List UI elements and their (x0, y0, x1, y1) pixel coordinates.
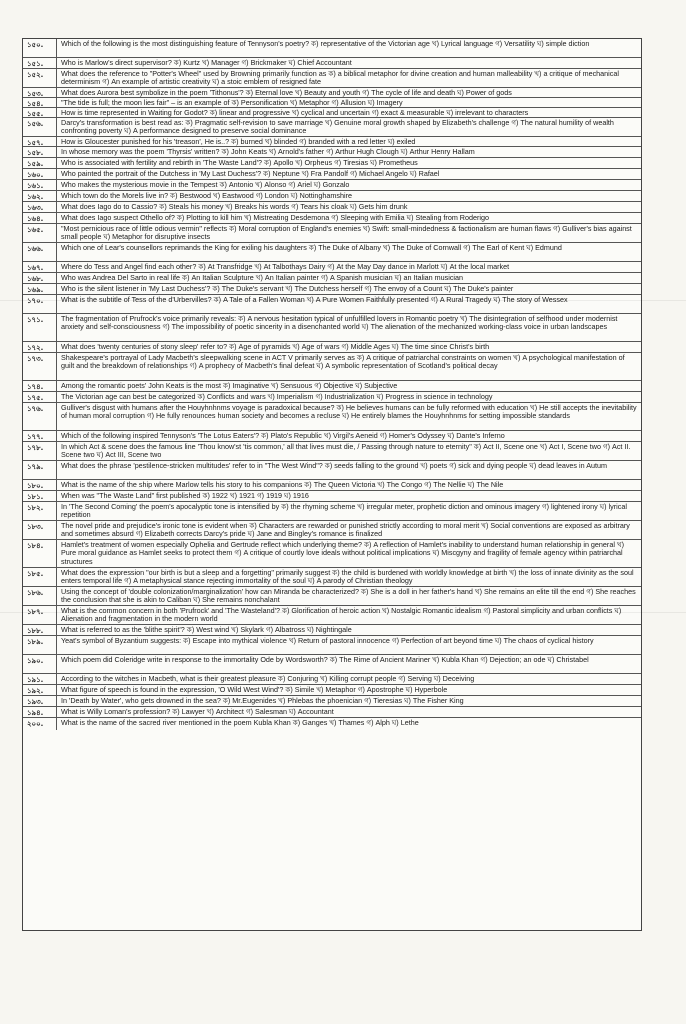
question-row (23, 118, 641, 137)
question-number: ১৫৬. (23, 118, 57, 136)
question-number: ১৯০. (23, 655, 57, 673)
question-text: The novel pride and prejudice's ironic tone is evident when ক) Characters are rewarded or punished strictly according to moral merit খ) Social conventions are exposed as arbitrary and sometimes absurd গ) Elizabeth corrects Darcy's pride ঘ) Jane and Bingley's romance is finalized (61, 521, 630, 539)
question-number: ১৮২. (23, 502, 57, 520)
question-row (23, 502, 641, 521)
question-number: ১৬০. (23, 169, 57, 179)
question-number: ১৫২. (23, 69, 57, 87)
question-row (23, 685, 641, 696)
question-text: How is Gloucester punished for his 'treason', He is..? ক) burned খ) blinded গ) branded with a red letter ঘ) exiled (61, 137, 416, 146)
question-number: ১৭৭. (23, 431, 57, 441)
question-number: ১৬৬. (23, 243, 57, 261)
question-text: Who was Andrea Del Sarto in real life ক) An Italian Sculpture খ) An Italian painter গ) A Spanish musician ঘ) an Italian musician (61, 273, 464, 282)
question-row (23, 718, 641, 730)
question-text: What is Willy Loman's profession? ক) Lawyer খ) Architect গ) Salesman ঘ) Accountant (61, 707, 334, 716)
question-number: ১৮৭. (23, 606, 57, 624)
question-text: What does Iago do to Cassio? ক) Steals his money খ) Breaks his words গ) Tears his cloak ঘ) Gets him drunk (61, 202, 408, 211)
question-number: ১৭৯. (23, 461, 57, 479)
question-number: ১৭৩. (23, 353, 57, 380)
question-row (23, 58, 641, 69)
question-text: Who is the silent listener in 'My Last Duchess'? ক) The Duke's servant খ) The Dutchess herself গ) The envoy of a Count ঘ) The Duke's painter (61, 284, 514, 293)
question-row (23, 674, 641, 685)
question-number: ১৯৩. (23, 696, 57, 706)
question-number: ১৫৪. (23, 98, 57, 107)
question-row (23, 108, 641, 118)
question-row (23, 442, 641, 461)
question-row (23, 213, 641, 224)
question-row (23, 655, 641, 674)
question-number: ১৯১. (23, 674, 57, 684)
question-text: What does 'twenty centuries of stony sleep' refer to? ক) Age of pyramids খ) Age of wars গ) Middle Ages ঘ) The time since Christ's birth (61, 342, 490, 351)
question-row (23, 262, 641, 273)
question-number: ১৭৫. (23, 392, 57, 402)
question-number: ১৭১. (23, 314, 57, 341)
question-number: ১৭০. (23, 295, 57, 313)
question-number: ১৭২. (23, 342, 57, 352)
question-text: Which poem did Coleridge write in response to the immortality Ode by Wordsworth? ক) The Rime of Ancient Mariner খ) Kubla Khan গ) Dejection; an ode ঘ) Christabel (61, 655, 589, 664)
question-number: ১৬৯. (23, 284, 57, 294)
question-row (23, 147, 641, 158)
question-text: What does the expression "our birth is but a sleep and a forgetting" primarily suggest ক) the child is burdened with worldly knowledge at birth খ) the loss of innate divinity as the soul enters temporal life গ) A metaphysical stance rejecting immortality of the soul ঘ) A parody of Christian theology (61, 568, 634, 586)
question-text: In which Act & scene does the famous line 'Thou know'st 'tis common,' all that lives must die, / Passing through nature to eternity" ক) Act II, Scene one খ) Act I, Scene two গ) Act II. Scene two ঘ) Act III, Scene two (61, 442, 631, 460)
question-text: The Victorian age can best be categorized ক) Conflicts and wars খ) Imperialism গ) Industrialization ঘ) Progress in science in technology (61, 392, 493, 401)
question-text: Among the romantic poets' John Keats is the most ক) Imaginative খ) Sensuous গ) Objective ঘ) Subjective (61, 381, 398, 390)
question-row (23, 98, 641, 108)
question-row (23, 342, 641, 353)
question-number: ১৬৭. (23, 262, 57, 272)
question-text: When was "The Waste Land" first published ক) 1922 খ) 1921 গ) 1919 ঘ) 1916 (61, 491, 309, 500)
question-row (23, 314, 641, 342)
question-row (23, 169, 641, 180)
question-text: In 'Death by Water', who gets drowned in the sea? ক) Mr.Eugenides খ) Phlebas the phoenician গ) Tieresias ঘ) The Fisher King (61, 696, 464, 705)
question-text: What is the name of the ship where Marlow tells his story to his companions ক) The Queen Victoria খ) The Congo গ) The Nellie ঘ) The Nile (61, 480, 504, 489)
question-row (23, 403, 641, 431)
question-row (23, 88, 641, 98)
question-text: Who painted the portrait of the Dutchess in 'My Last Duchess'? ক) Neptune খ) Fra Pandolf গ) Michael Angelo ঘ) Rafael (61, 169, 440, 178)
question-text: Using the concept of 'double colonization/marginalization' how can Miranda be characterized? ক) She is a doll in her father's hand খ) She remains an elite till the end গ) She reaches the conclusion that she is akin to Caliban ঘ) She remains nonchalant (61, 587, 636, 605)
question-number: ১৮৮. (23, 625, 57, 635)
question-number: ১৭৬. (23, 403, 57, 430)
question-row (23, 224, 641, 243)
question-number: ১৫৫. (23, 108, 57, 117)
question-number: ১৬৫. (23, 224, 57, 242)
question-row (23, 707, 641, 718)
question-text: Darcy's transformation is best read as: ক) Pragmatic self-revision to save marriage খ) Genuine moral growth shaped by Elizabeth's challenge গ) The natural humility of wealth confronting poverty ঘ) A performance designed to preserve social dominance (61, 118, 614, 136)
question-text: Which one of Lear's counsellors reprimands the King for exiling his daughters ক) The Duke of Albany খ) The Duke of Cornwall গ) The Earl of Kent ঘ) Edmund (61, 243, 562, 252)
question-number: ২০০. (23, 718, 57, 730)
question-row (23, 606, 641, 625)
question-row (23, 587, 641, 606)
question-row (23, 191, 641, 202)
question-text: "The tide is full; the moon lies fair" – is an example of ক) Personification খ) Metaphor গ) Allusion ঘ) Imagery (61, 98, 403, 107)
question-row (23, 491, 641, 502)
question-number: ১৯৪. (23, 707, 57, 717)
question-number: ১৮০. (23, 480, 57, 490)
question-row (23, 69, 641, 88)
question-row (23, 461, 641, 480)
question-row (23, 381, 641, 392)
question-number: ১৫৯. (23, 158, 57, 168)
question-number: ১৬১. (23, 180, 57, 190)
question-number: ১৮৫. (23, 568, 57, 586)
question-row (23, 295, 641, 314)
question-row (23, 137, 641, 147)
question-row (23, 480, 641, 491)
question-text: According to the witches in Macbeth, what is their greatest pleasure ক) Conjuring খ) Killing corrupt people গ) Serving ঘ) Deceiving (61, 674, 475, 683)
question-row (23, 696, 641, 707)
question-sheet (22, 38, 642, 931)
question-number: ১৫১. (23, 58, 57, 68)
question-text: The fragmentation of Prufrock's voice primarily reveals: ক) A nervous hesitation typical of unfulfilled lovers in Romantic poetry খ) The disintegration of selfhood under modernist anxiety and self-consciousness গ) The impossibility of poetic sincerity in a disenchanted world ঘ) The alienation of the mechanized working-class voice in urban landscapes (61, 314, 618, 332)
question-number: ১৬৩. (23, 202, 57, 212)
question-row (23, 180, 641, 191)
question-text: In whose memory was the poem 'Thyrsis' written? ক) John Keats খ) Arnold's father গ) Arthur Hugh Clough ঘ) Arthur Henry Hallam (61, 147, 475, 156)
question-number: ১৫৮. (23, 147, 57, 157)
question-number: ১৬২. (23, 191, 57, 201)
question-number: ১৮১. (23, 491, 57, 501)
question-number: ১৫০. (23, 39, 57, 57)
question-number: ১৭৮. (23, 442, 57, 460)
question-text: Yeat's symbol of Byzantium suggests: ক) Escape into mythical violence খ) Return of pastoral innocence গ) Perfection of art beyond time ঘ) The chaos of cyclical history (61, 636, 594, 645)
question-number: ১৮৪. (23, 540, 57, 567)
question-text: What does the reference to "Potter's Wheel" used by Browning primarily function as ক) a biblical metaphor for divine creation and human malleability খ) a critique of mechanical determinism গ) An example of artistic creativity ঘ) a stoic emblem of resigned fate (61, 69, 619, 87)
question-text: Which of the following inspired Tennyson's 'The Lotus Eaters'? ক) Plato's Republic খ) Virgil's Aeneid গ) Homer's Odyssey ঘ) Dante's Inferno (61, 431, 505, 440)
question-number: ১৫৩. (23, 88, 57, 97)
question-number: ১৭৪. (23, 381, 57, 391)
paper-fold-line (0, 300, 686, 301)
question-number: ১৮৬. (23, 587, 57, 605)
question-text: What does Aurora best symbolize in the poem 'Tithonus'? ক) Eternal love খ) Beauty and youth গ) The cycle of life and death ঘ) Power of gods (61, 88, 512, 97)
question-text: What is the subtitle of Tess of the d'Urbervilles? ক) A Tale of a Fallen Woman খ) A Pure Women Faithfully presented গ) A Rural Tragedy ঘ) The story of Wessex (61, 295, 568, 304)
question-text: How is time represented in Waiting for Godot? ক) linear and progressive খ) cyclical and uncertain গ) exact & measurable ঘ) irrelevant to characters (61, 108, 529, 117)
question-row (23, 158, 641, 169)
question-text: What figure of speech is found in the expression, 'O Wild West Wind'? ক) Simile খ) Metaphor গ) Apostrophe ঘ) Hyperbole (61, 685, 448, 694)
question-number: ১৯২. (23, 685, 57, 695)
question-text: Which of the following is the most distinguishing feature of Tennyson's poetry? ক) representative of the Victorian age খ) Lyrical language গ) Versatility ঘ) simple diction (61, 39, 590, 48)
question-row (23, 636, 641, 655)
question-number: ১৮৯. (23, 636, 57, 654)
question-text: Who makes the mysterious movie in the Tempest ক) Antonio খ) Alonso গ) Ariel ঘ) Gonzalo (61, 180, 350, 189)
question-row (23, 243, 641, 262)
question-row (23, 39, 641, 58)
question-text: What does Iago suspect Othello of? ক) Plotting to kill him খ) Mistreating Desdemona গ) Sleeping with Emilia ঘ) Stealing from Roderigo (61, 213, 489, 222)
question-row (23, 273, 641, 284)
question-text: Who is Marlow's direct supervisor? ক) Kurtz খ) Manager গ) Brickmaker ঘ) Chief Accountant (61, 58, 352, 67)
question-text: What is referred to as the 'blithe spirit'? ক) West wind খ) Skylark গ) Albatross ঘ) Nightingale (61, 625, 352, 634)
question-text: Hamlet's treatment of women especially Ophelia and Gertrude reflect which underlying theme? ক) A reflection of Hamlet's inability to understand human relationship in general খ) Pure moral guidance as Hamlet seeks to protect them গ) A critique of courtly love ideals without political implications ঘ) Miscgyny and fragility of female agency within patriarchal structures (61, 540, 625, 566)
question-text: Shakespeare's portrayal of Lady Macbeth's sleepwalking scene in ACT V primarily serves as ক) A critique of patriarchal constraints on women খ) A psychological manifestation of guilt and the breakdown of relationships গ) A prophecy of Macbeth's final defeat ঘ) A symbolic representation of Scotland's political decay (61, 353, 625, 371)
question-number: ১৮৩. (23, 521, 57, 539)
question-text: What does the phrase 'pestilence-stricken multitudes' refer to in "The West Wind"? ক) seeds falling to the ground খ) poets গ) sick and dying people ঘ) dead leaves in Autum (61, 461, 607, 470)
question-text: Which town do the Morels live in? ক) Bestwood খ) Eastwood গ) London ঘ) Nottinghamshire (61, 191, 352, 200)
question-number: ১৬৮. (23, 273, 57, 283)
question-row (23, 284, 641, 295)
paper-fold-line (0, 612, 686, 613)
question-number: ১৫৭. (23, 137, 57, 146)
question-row (23, 540, 641, 568)
question-text: Where do Tess and Angel find each other? ক) At Transfridge খ) At Talbothays Dairy গ) At the May Day dance in Marlott ঘ) At the local market (61, 262, 510, 271)
question-text: In 'The Second Coming' the poem's apocalyptic tone is intensified by ক) the rhyming scheme খ) irregular meter, prophetic diction and ominous imagery গ) lightened irony ঘ) lyrical repetition (61, 502, 627, 520)
question-row (23, 431, 641, 442)
question-row (23, 568, 641, 587)
question-row (23, 521, 641, 540)
question-text: What is the common concern in both 'Prufrock' and 'The Wasteland'? ক) Glorification of heroic action খ) Nostalgic Romantic idealism গ) Pastoral simplicity and urban conflicts ঘ) Alienation and fragmentation in the modern world (61, 606, 622, 624)
question-text: "Most pernicious race of little odious vermin" reflects ক) Moral corruption of England's enemies খ) Swift: small-mindedness & factionalism are human flaws গ) Gulliver's bias against small people ঘ) Metaphor for disruptive insects (61, 224, 632, 242)
question-row (23, 353, 641, 381)
question-row (23, 392, 641, 403)
question-row (23, 202, 641, 213)
question-row (23, 625, 641, 636)
question-number: ১৬৪. (23, 213, 57, 223)
question-text: Gulliver's disgust with humans after the Houyhnhnms voyage is paradoxical because? ক) He believes humans can be fully reformed with education খ) He still accepts the inevitability of human moral corruption গ) He fully renounces human society and becomes a recluse ঘ) He entirely blames the Houyhnhnms for setting impossible standards (61, 403, 637, 421)
question-text: Who is associated with fertility and rebirth in 'The Waste Land'? ক) Apollo খ) Orpheus গ) Tiresias ঘ) Prometheus (61, 158, 418, 167)
question-text: What is the name of the sacred river mentioned in the poem Kubla Khan ক) Ganges খ) Thames গ) Alph ঘ) Lethe (61, 718, 419, 727)
